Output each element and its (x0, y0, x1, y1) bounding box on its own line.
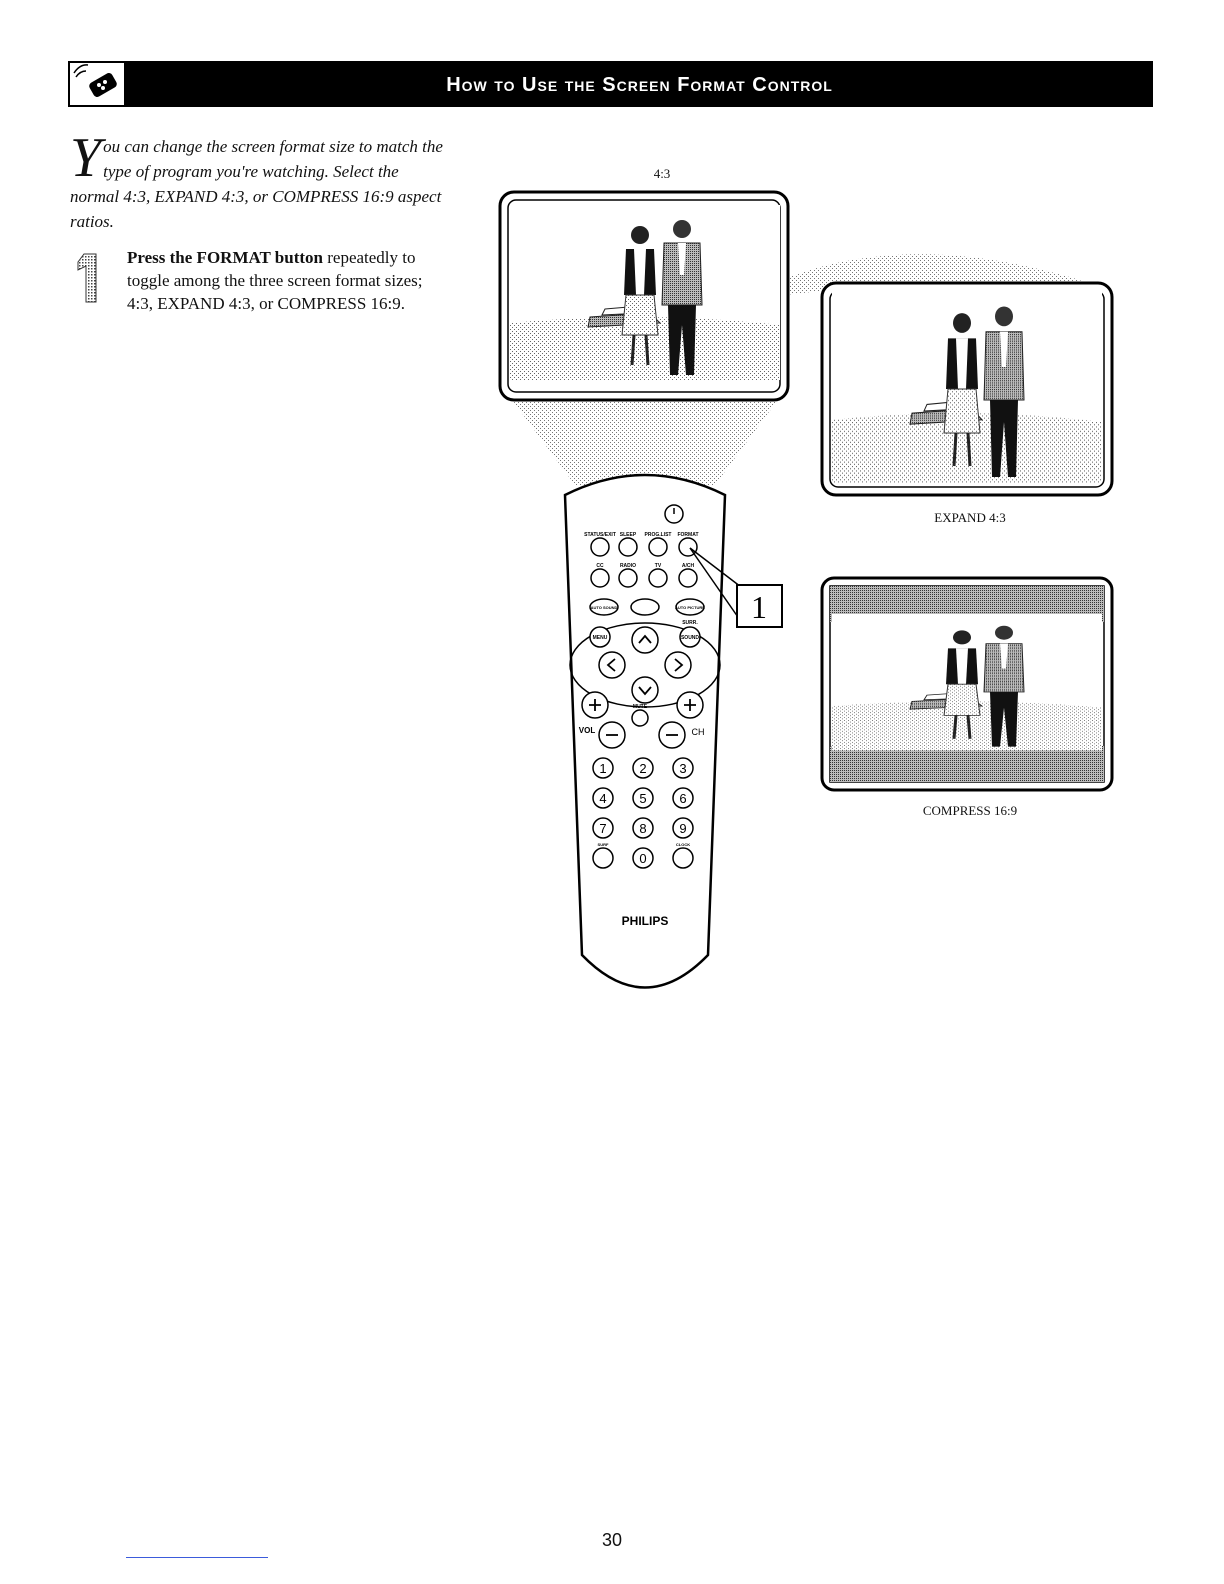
label-sound: SOUND (680, 635, 700, 641)
digit-1: 1 (599, 761, 607, 776)
screen-compress (822, 578, 1112, 790)
label-clock: CLOCK (675, 842, 691, 847)
label-tv: TV (654, 563, 662, 569)
label-auto-sound: AUTO SOUND (590, 605, 618, 610)
drop-cap: Y (70, 127, 102, 189)
label-cc: CC (596, 563, 604, 569)
screen-expand (822, 283, 1112, 495)
callout-number: 1 (751, 589, 767, 625)
digit-4: 4 (599, 791, 607, 806)
label-status-exit: STATUS/EXIT (584, 532, 616, 538)
screen-normal (500, 192, 788, 400)
brand-logo: PHILIPS (621, 914, 669, 928)
label-auto-picture: AUTO PICTURE (675, 605, 705, 610)
label-surr: SURR. (682, 620, 698, 626)
label-prog-list: PROG.LIST (644, 532, 672, 538)
label-normal-4-3: 4:3 (653, 166, 671, 181)
digit-5: 5 (639, 791, 647, 806)
digit-2: 2 (639, 761, 647, 776)
page-title: How to Use the Screen Format Control (446, 74, 833, 96)
label-compress-16-9: COMPRESS 16:9 (922, 803, 1018, 818)
page-number: 30 (601, 1530, 623, 1550)
digit-7: 7 (599, 821, 607, 836)
digit-3: 3 (679, 761, 687, 776)
label-sleep: SLEEP (619, 532, 637, 538)
step-bold: Press the FORMAT button (127, 248, 323, 267)
label-radio: RADIO (619, 563, 637, 569)
label-format: FORMAT (677, 532, 699, 538)
label-expand-4-3: EXPAND 4:3 (934, 510, 1006, 525)
digit-8: 8 (639, 821, 647, 836)
label-a-ch: A/CH (681, 563, 695, 569)
intro-text: ou can change the screen format size to match the type of program you're watching. Select the normal 4:3, EXPAND 4:3, or COMPRESS 16:9 aspect ratios. (70, 137, 443, 231)
label-menu: MENU (592, 635, 608, 641)
digit-0: 0 (639, 851, 647, 866)
label-mute: MUTE (632, 704, 648, 710)
label-ch: CH (691, 727, 705, 737)
digit-6: 6 (679, 791, 687, 806)
step-body: repeatedly to toggle among the three screen format sizes; 4:3, EXPAND 4:3, or COMPRESS 16:9. (127, 248, 423, 313)
footer-rule (126, 1557, 268, 1558)
digit-9: 9 (679, 821, 687, 836)
remote-control (565, 475, 782, 988)
label-surf: SURF (597, 842, 609, 847)
label-vol: VOL (578, 726, 596, 735)
